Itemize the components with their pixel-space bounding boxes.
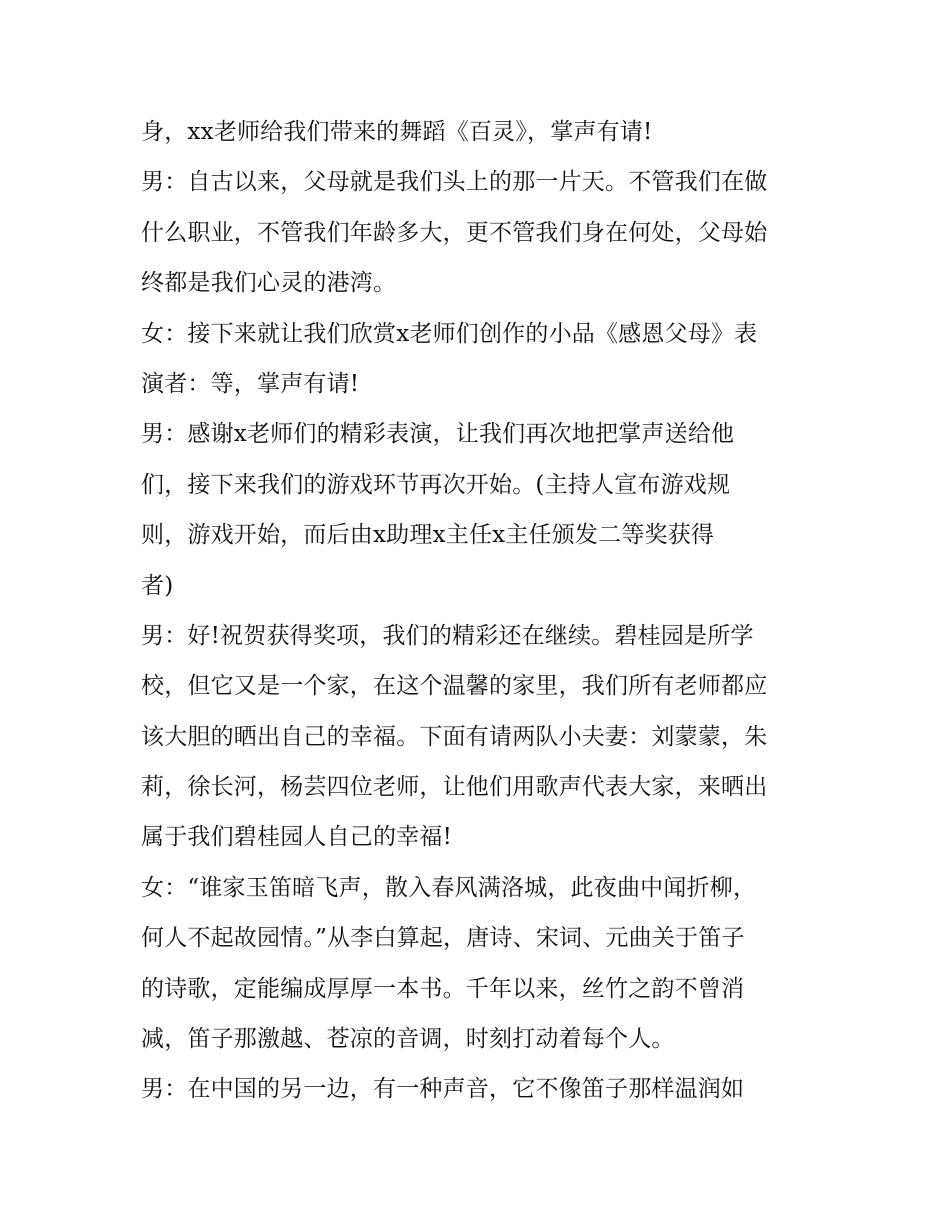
text-line: 男：好!祝贺获得奖项，我们的精彩还在继续。碧桂园是所学 [141, 622, 754, 649]
text-line: 莉，徐长河，杨芸四位老师，让他们用歌声代表大家，来晒出 [141, 774, 768, 801]
text-line: 男：感谢x老师们的精彩表演，让我们再次地把掌声送给他 [141, 421, 735, 448]
text-line: 们，接下来我们的游戏环节再次开始。(主持人宣布游戏规 [141, 471, 731, 498]
text-line: 身，xx老师给我们带来的舞蹈《百灵》，掌声有请! [141, 119, 653, 145]
text-line: 的诗歌，定能编成厚厚一本书。千年以来，丝竹之韵不曾消 [141, 975, 745, 1002]
text-line: 什么职业，不管我们年龄多大，更不管我们身在何处，父母始 [141, 219, 768, 246]
text-line: 男：在中国的另一边，有一种声音，它不像笛子那样温润如 [141, 1076, 745, 1103]
text-line: 终都是我们心灵的港湾。 [141, 270, 397, 297]
text-line: 何人不起故园情。”从李白算起，唐诗、宋词、元曲关于笛子 [141, 925, 745, 952]
text-line: 减，笛子那激越、苍凉的音调，时刻打动着每个人。 [141, 1026, 675, 1053]
text-line: 女：接下来就让我们欣赏x老师们创作的小品《感恩父母》表 [141, 320, 758, 347]
text-line: 者) [141, 572, 174, 599]
document-body [141, 107, 821, 1115]
text-line: 则，游戏开始，而后由x助理x主任x主任颁发二等奖获得 [141, 522, 715, 549]
text-line: 演者：等，掌声有请! [141, 370, 360, 397]
text-line: 男：自古以来，父母就是我们头上的那一片天。不管我们在做 [141, 169, 768, 196]
text-line: 女：“谁家玉笛暗飞声，散入春风满洛城，此夜曲中闻折柳， [141, 874, 757, 901]
text-line: 该大胆的晒出自己的幸福。下面有请两队小夫妻：刘蒙蒙，朱 [141, 723, 768, 750]
text-line: 属于我们碧桂园人自己的幸福! [141, 824, 453, 851]
text-line: 校，但它又是一个家，在这个温馨的家里，我们所有老师都应 [141, 673, 768, 700]
